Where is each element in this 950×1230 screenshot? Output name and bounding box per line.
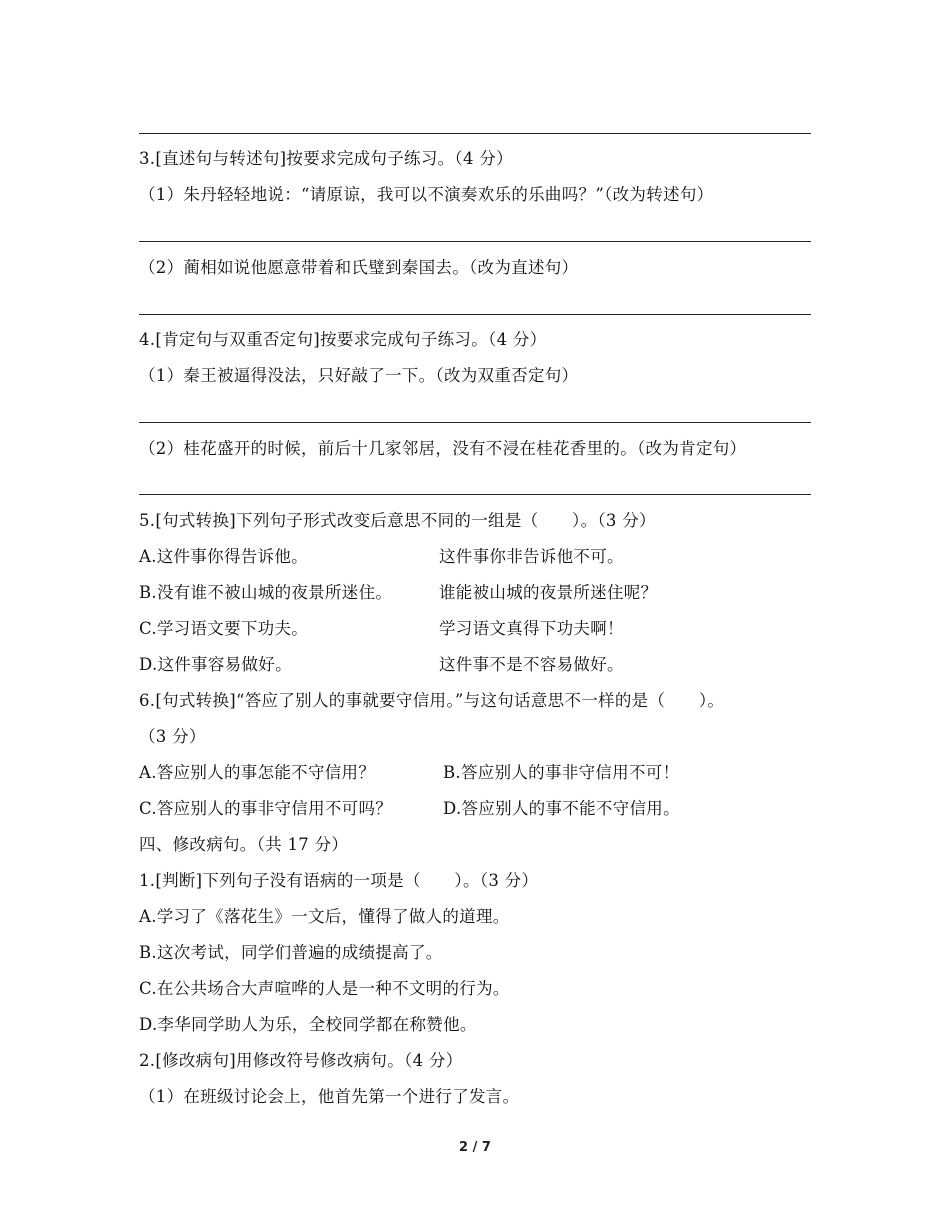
q6-option-d: D.答应别人的事不能不守信用。 (443, 799, 680, 818)
q4-title: 4.[肯定句与双重否定句]按要求完成句子练习。（4 分） (139, 330, 547, 349)
answer-line (139, 494, 811, 495)
s4-q2-title: 2.[修改病句]用修改符号修改病句。（4 分） (139, 1051, 463, 1070)
q5-option-d-left: D.这件事容易做好。 (139, 655, 292, 674)
page-number: 2 / 7 (459, 1140, 491, 1155)
answer-line (139, 422, 811, 423)
q5-option-d-right: 这件事不是不容易做好。 (439, 655, 624, 674)
answer-line (139, 133, 811, 134)
s4-q1-option-b: B.这次考试，同学们普遍的成绩提高了。 (139, 943, 443, 962)
s4-q1-option-d: D.李华同学助人为乐，全校同学都在称赞他。 (139, 1015, 477, 1034)
s4-q1-option-a: A.学习了《落花生》一文后，懂得了做人的道理。 (139, 907, 510, 926)
answer-line (139, 314, 811, 315)
s4-q2-item1: （1）在班级讨论会上，他首先第一个进行了发言。 (139, 1087, 520, 1106)
q6-option-c: C.答应别人的事非守信用不可吗？ (139, 799, 393, 818)
q5-option-b-left: B.没有谁不被山城的夜景所迷住。 (139, 583, 393, 602)
answer-line (139, 241, 811, 242)
q4-item1: （1）秦王被逼得没法，只好敲了一下。（改为双重否定句） (139, 366, 579, 385)
q5-option-a-right: 这件事你非告诉他不可。 (439, 547, 624, 566)
q3-item2: （2）蔺相如说他愿意带着和氏璧到秦国去。（改为直述句） (139, 258, 579, 277)
s4-q1-option-c: C.在公共场合大声喧哗的人是一种不文明的行为。 (139, 979, 510, 998)
q6-title: 6.[句式转换]“答应了别人的事就要守信用。”与这句话意思不一样的是（ ）。 (139, 691, 725, 710)
q4-item2: （2）桂花盛开的时候，前后十几家邻居，没有不浸在桂花香里的。（改为肯定句） (139, 439, 747, 458)
q5-option-b-right: 谁能被山城的夜景所迷住呢？ (439, 583, 658, 602)
q3-title: 3.[直述句与转述句]按要求完成句子练习。（4 分） (139, 149, 513, 168)
q5-option-c-right: 学习语文真得下功夫啊！ (439, 619, 624, 638)
q6-option-a: A.答应别人的事怎能不守信用？ (139, 763, 376, 782)
q5-option-a-left: A.这件事你得告诉他。 (139, 547, 308, 566)
q6-score: （3 分） (139, 727, 206, 746)
section4-heading: 四、修改病句。（共 17 分） (139, 835, 349, 854)
q6-option-b: B.答应别人的事非守信用不可！ (443, 763, 680, 782)
q3-item1: （1）朱丹轻轻地说：“请原谅，我可以不演奏欢乐的乐曲吗？”（改为转述句） (139, 185, 714, 204)
q5-option-c-left: C.学习语文要下功夫。 (139, 619, 309, 638)
s4-q1-title: 1.[判断]下列句子没有语病的一项是（ ）。（3 分） (139, 871, 539, 890)
q5-title: 5.[句式转换]下列句子形式改变后意思不同的一组是（ ）。（3 分） (139, 511, 656, 530)
